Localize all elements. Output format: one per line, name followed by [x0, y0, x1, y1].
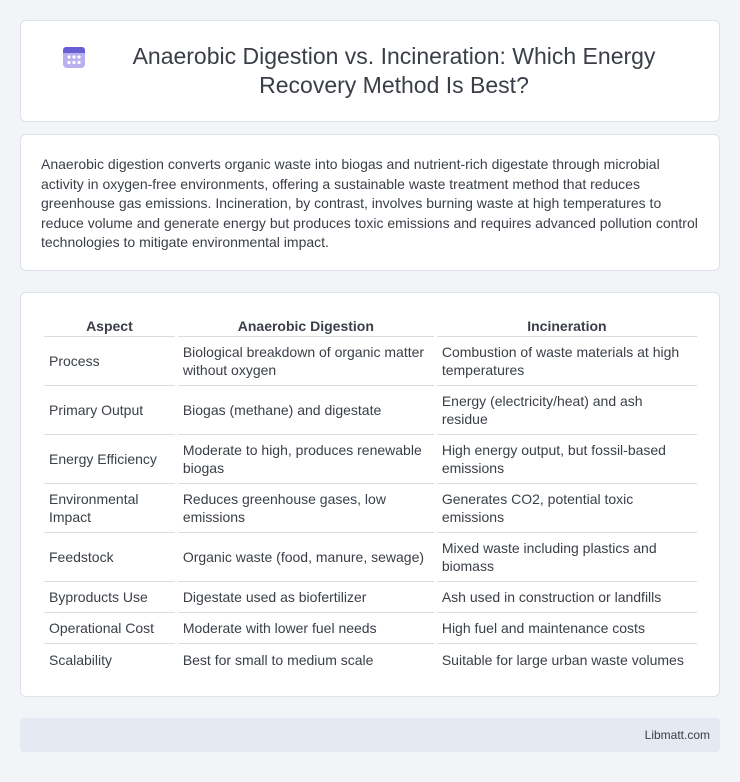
title-wrap — [61, 42, 679, 100]
calendar-icon — [61, 44, 87, 70]
table-row — [44, 435, 697, 484]
row-anaerobic-digestion: Reduces greenhouse gases, low emissions — [178, 484, 434, 533]
header-anaerobic-digestion: Anaerobic Digestion — [178, 315, 434, 337]
table-row — [44, 582, 697, 613]
footer — [20, 718, 720, 752]
row-incineration: Ash used in construction or landfills — [437, 582, 697, 613]
row-anaerobic-digestion: Biogas (methane) and digestate — [178, 386, 434, 435]
row-incineration: Generates CO2, potential toxic emissions — [437, 484, 697, 533]
row-anaerobic-digestion: Best for small to medium scale — [182, 651, 374, 668]
row-incineration: High energy output, but fossil-based emissions — [437, 435, 697, 484]
table-row — [44, 613, 697, 644]
row-aspect: Environmental Impact — [44, 484, 175, 533]
comparison-table-card — [20, 292, 720, 697]
table-row — [44, 533, 697, 582]
table-header-row — [44, 315, 697, 337]
row-anaerobic-digestion: Moderate to high, produces renewable biogas — [178, 435, 434, 484]
row-incineration: Energy (electricity/heat) and ash residue — [437, 386, 697, 435]
page-title: Anaerobic Digestion vs. Incineration: Which Energy Recovery Method Is Best? — [132, 43, 656, 98]
row-anaerobic-digestion: Biological breakdown of organic matter without oxygen — [178, 337, 434, 386]
intro-text: Anaerobic digestion converts organic waste into biogas and nutrient-rich digestate through microbial activity in oxygen-free environments, offering a sustainable waste treatment method that reduces greenhouse gas emissions. Incineration, by contrast, involves burning waste at high temperatures to reduce volume and generate energy but produces toxic emissions and requires advanced pollution control technologies to mitigate environmental impact. — [41, 156, 698, 250]
header-aspect: Aspect — [44, 315, 175, 337]
row-incineration: High fuel and maintenance costs — [437, 613, 697, 644]
footer-site-link[interactable]: Libmatt.com — [644, 728, 710, 742]
table-row — [44, 484, 697, 533]
comparison-table — [41, 315, 700, 675]
row-aspect: Process — [44, 337, 175, 386]
title-card — [20, 20, 720, 122]
table-row — [44, 386, 697, 435]
row-aspect: Primary Output — [44, 386, 175, 435]
row-aspect: Feedstock — [44, 533, 175, 582]
row-anaerobic-digestion: Organic waste (food, manure, sewage) — [178, 533, 434, 582]
table-row — [44, 644, 697, 675]
row-incineration: Mixed waste including plastics and biomass — [437, 533, 697, 582]
header-incineration: Incineration — [437, 315, 697, 337]
row-aspect: Scalability — [49, 651, 113, 668]
row-anaerobic-digestion: Digestate used as biofertilizer — [178, 582, 434, 613]
row-aspect: Byproducts Use — [44, 582, 175, 613]
row-incineration: Combustion of waste materials at high temperatures — [437, 337, 697, 386]
row-anaerobic-digestion: Moderate with lower fuel needs — [178, 613, 434, 644]
row-incineration: Suitable for large urban waste volumes — [441, 651, 684, 668]
intro-card — [20, 134, 720, 271]
table-row — [44, 337, 697, 386]
row-aspect: Energy Efficiency — [44, 435, 175, 484]
row-aspect: Operational Cost — [44, 613, 175, 644]
